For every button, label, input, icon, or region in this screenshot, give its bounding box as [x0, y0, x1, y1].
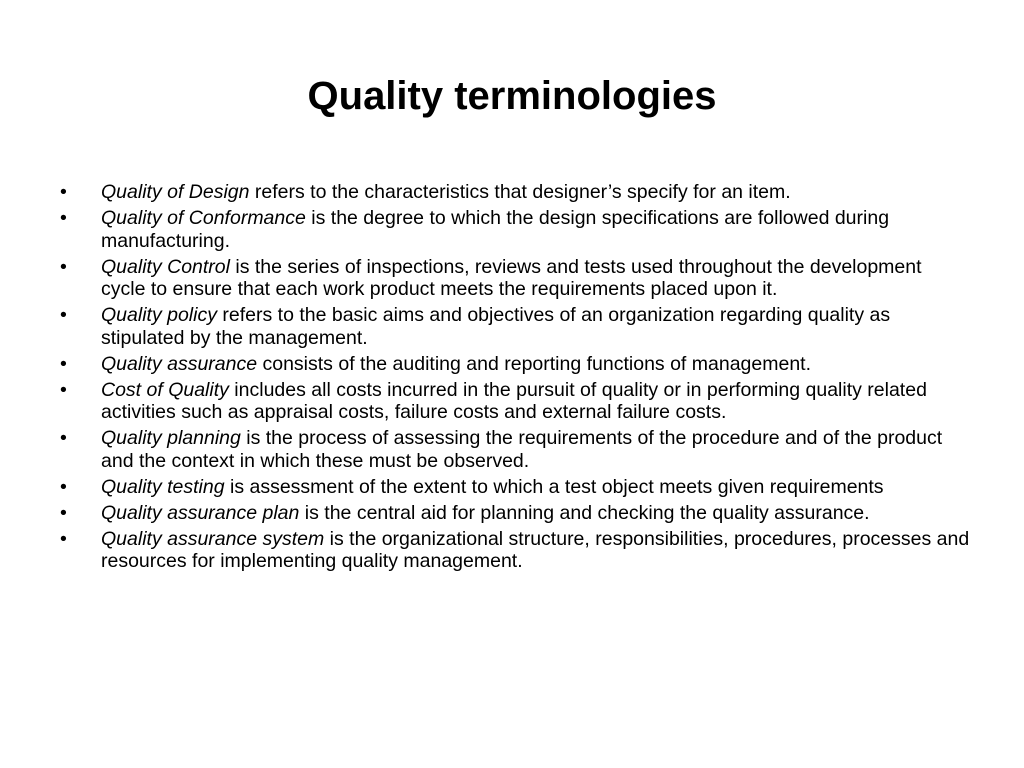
- bullet-icon: •: [60, 352, 67, 375]
- list-item: [60, 476, 970, 499]
- term-label: Quality policy: [101, 304, 217, 326]
- bullet-icon: •: [60, 181, 67, 203]
- bullet-list: [60, 181, 970, 576]
- term-definition: refers to the basic aims and objectives of an organization regarding quality as stipulated by the management.: [101, 304, 891, 349]
- term-definition: consists of the auditing and reporting functions of management.: [257, 352, 811, 375]
- list-item: [60, 181, 970, 204]
- slide-title: Quality terminologies: [307, 74, 717, 118]
- term-label: Quality testing: [101, 475, 225, 498]
- term-definition: is the series of inspections, reviews and tests used throughout the development cycle to ensure that each work product meets the requirements placed upon it.: [101, 255, 922, 300]
- bullet-icon: •: [60, 378, 67, 401]
- term-definition: refers to the characteristics that designer’s specify for an item.: [249, 181, 791, 203]
- list-item: [60, 304, 970, 349]
- list-item: [60, 379, 970, 424]
- bullet-icon: •: [60, 304, 67, 326]
- term-label: Quality assurance system: [101, 527, 325, 550]
- list-item: [60, 528, 970, 573]
- term-definition: is the process of assessing the requirements of the procedure and of the product and the context in which these must be observed.: [101, 427, 943, 472]
- term-label: Quality of Conformance: [101, 207, 306, 229]
- term-definition: is assessment of the extent to which a test object meets given requirements: [224, 475, 884, 498]
- list-item: [60, 427, 970, 472]
- list-item: [60, 353, 970, 376]
- list-item: [60, 256, 970, 301]
- bullet-icon: •: [60, 475, 67, 498]
- term-definition: is the central aid for planning and checking the quality assurance.: [299, 501, 870, 524]
- term-label: Quality assurance: [101, 352, 258, 375]
- term-label: Quality planning: [101, 427, 241, 449]
- term-label: Cost of Quality: [101, 378, 229, 401]
- bullet-icon: •: [60, 207, 67, 229]
- bullet-icon: •: [60, 427, 67, 449]
- term-definition: is the degree to which the design specifications are followed during manufacturing.: [101, 207, 890, 252]
- term-definition: includes all costs incurred in the pursuit of quality or in performing quality related activities such as appraisal costs, failure costs and external failure costs.: [101, 378, 927, 423]
- list-item: [60, 502, 970, 525]
- term-label: Quality Control: [101, 255, 230, 278]
- bullet-icon: •: [60, 501, 67, 524]
- term-label: Quality assurance plan: [101, 501, 300, 524]
- term-definition: is the organizational structure, responsibilities, procedures, processes and resources for implementing quality management.: [101, 527, 970, 572]
- bullet-icon: •: [60, 527, 67, 550]
- bullet-icon: •: [60, 255, 67, 278]
- term-label: Quality of Design: [101, 181, 250, 203]
- list-item: [60, 207, 970, 252]
